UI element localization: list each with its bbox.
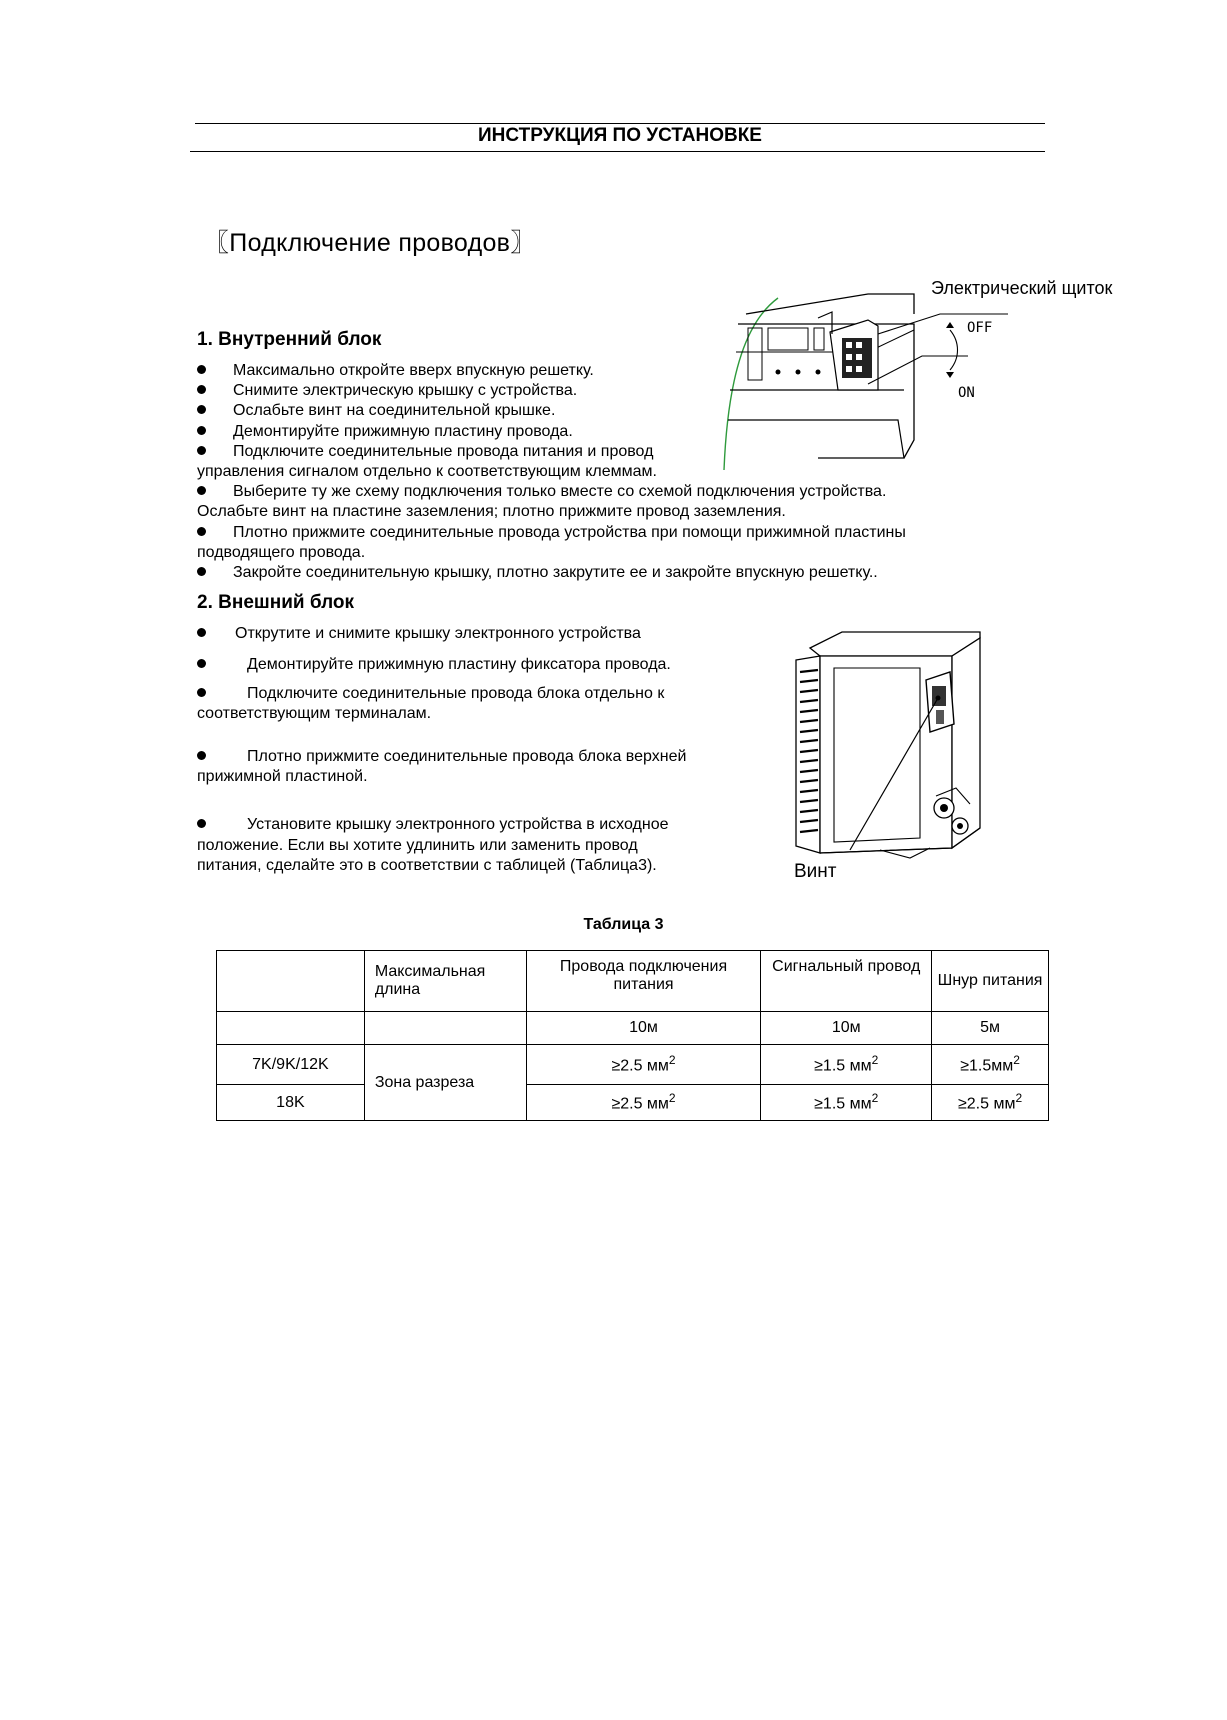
indoor-line-1: Максимально откройте вверх впускную решетку. (197, 361, 594, 380)
table-cell: ≥2.5 $мм^2$ (526, 1085, 761, 1121)
table-header-row (217, 951, 1049, 1012)
outdoor-line-7: Установите крышку электронного устройства в исходное (197, 815, 669, 834)
header-top-rule (195, 123, 1045, 124)
indoor-heading: 1. Внутренний блок (197, 329, 382, 350)
table-cell: Провода подключения питания (526, 951, 761, 1012)
table-cell (217, 1012, 365, 1045)
bullet-icon (197, 385, 206, 394)
bullet-icon (197, 659, 206, 668)
table-cell: 18K (217, 1085, 365, 1121)
indoor-line-4: Демонтируйте прижимную пластину провода. (197, 422, 573, 441)
bullet-icon (197, 446, 206, 455)
table-row (217, 1045, 1049, 1085)
bullet-icon (197, 819, 206, 828)
bullet-icon (197, 486, 206, 495)
indoor-line-3: Ослабьте винт на соединительной крышке. (197, 401, 555, 420)
bullet-icon (197, 751, 206, 760)
bullet-icon (197, 365, 206, 374)
on-label: ON (958, 385, 975, 401)
figure1-caption: Электрический щиток (931, 278, 1113, 298)
section-title: 〖Подключение проводов〗 (204, 229, 536, 257)
table-row (217, 1085, 1049, 1121)
outdoor-line-6: прижимной пластиной. (197, 768, 368, 785)
header-bottom-rule (190, 151, 1045, 152)
table-cell: 10м (526, 1012, 761, 1045)
figure2-caption: Винт (794, 861, 837, 882)
indoor-line-10: подводящего провода. (197, 544, 366, 561)
off-label: OFF (967, 320, 993, 336)
table-cell: Сигнальный провод (761, 951, 932, 1012)
outdoor-heading: 2. Внешний блок (197, 592, 355, 613)
indoor-line-8: Ослабьте винт на пластине заземления; плотно прижмите провод заземления. (197, 503, 786, 520)
table-cell: 7K/9K/12K (217, 1045, 365, 1085)
table-cell (217, 951, 365, 1012)
outdoor-line-2: Демонтируйте прижимную пластину фиксатора провода. (197, 655, 671, 674)
outdoor-line-3: Подключите соединительные провода блока отдельно к (197, 684, 664, 703)
bullet-icon (197, 628, 206, 637)
table-cell: ≥1.5 $мм^2$ (761, 1045, 932, 1085)
table-cell: ≥1.5 $мм^2$ (761, 1085, 932, 1121)
bullet-icon (197, 405, 206, 414)
bullet-icon (197, 527, 206, 536)
table-cell: $\ge 1.5мм^2$ (932, 1045, 1049, 1085)
indoor-line-2: Снимите электрическую крышку с устройства. (197, 381, 577, 400)
table-cell: 10м (761, 1012, 932, 1045)
indoor-unit-illustration (718, 290, 1048, 480)
bullet-icon (197, 426, 206, 435)
table-cell: Максимальная длина (364, 951, 526, 1012)
indoor-line-9: Плотно прижмите соединительные провода устройства при помощи прижимной пластины (197, 523, 906, 542)
indoor-line-7: Выберите ту же схему подключения только вместе со схемой подключения устройства. (197, 482, 886, 501)
bullet-icon (197, 688, 206, 697)
table-cell: ≥2.5 $мм^2$ (932, 1085, 1049, 1121)
outdoor-line-9: питания, сделайте это в соответствии с таблицей (Таблица3). (197, 857, 657, 874)
table-cell: ≥2.5 $мм^2$ (526, 1045, 761, 1085)
indoor-line-6: управления сигналом отдельно к соответствующим клеммам. (197, 463, 657, 480)
table-cell (364, 1012, 526, 1045)
indoor-line-5: Подключите соединительные провода питания и провод (197, 442, 653, 461)
table-row (217, 1012, 1049, 1045)
outdoor-line-8: положение. Если вы хотите удлинить или заменить провод (197, 837, 638, 854)
outdoor-line-1: Открутите и снимите крышку электронного устройства (197, 624, 641, 643)
table-cell: 5м (932, 1012, 1049, 1045)
bullet-icon (197, 567, 206, 576)
header-title: ИНСТРУКЦИЯ ПО УСТАНОВКЕ (478, 125, 762, 146)
spec-table (216, 950, 1049, 1121)
outdoor-line-4: соответствующим терминалам. (197, 705, 432, 722)
table-cell: Шнур питания (932, 951, 1049, 1012)
indoor-line-11: Закройте соединительную крышку, плотно закрутите ее и закройте впускную решетку.. (197, 563, 878, 582)
table-cell: Зона разреза (364, 1045, 526, 1121)
outdoor-unit-illustration (780, 628, 990, 868)
outdoor-line-5: Плотно прижмите соединительные провода блока верхней (197, 747, 686, 766)
table-title: Таблица 3 (583, 916, 664, 933)
